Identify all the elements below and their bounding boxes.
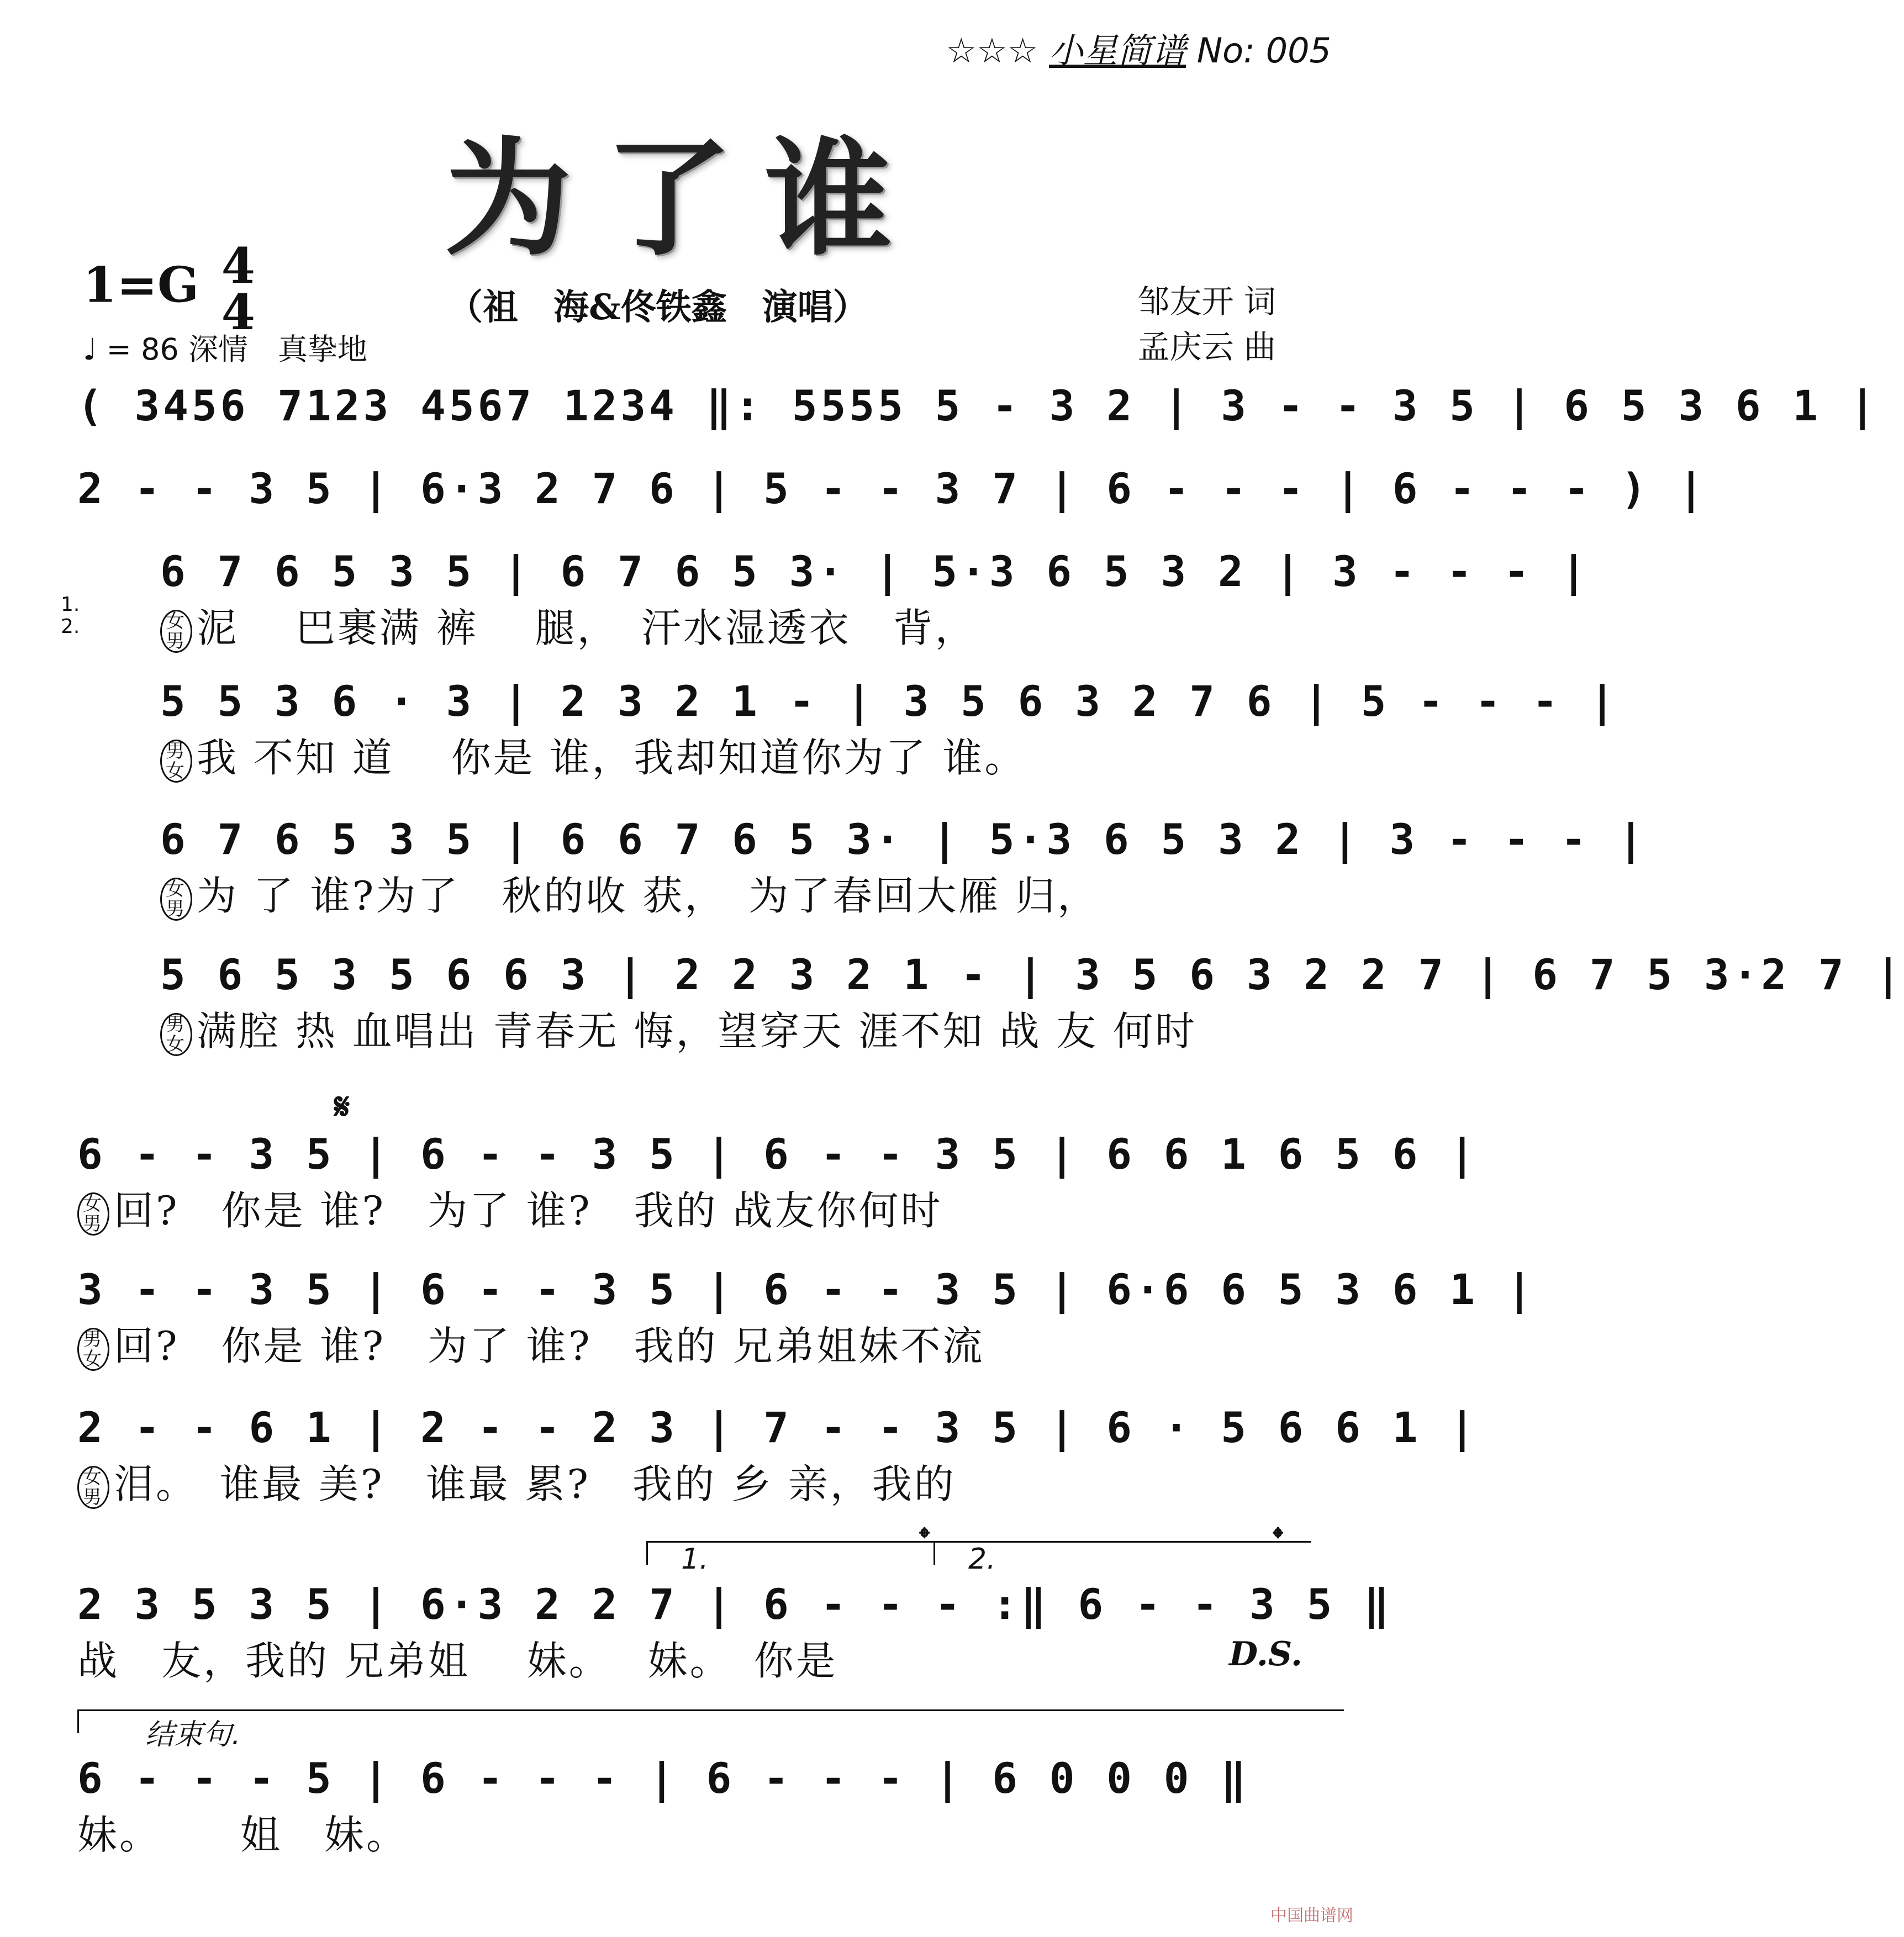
notation-line: 6 - - - 5 | 6 - - - | 6 - - - | 6 0 0 0 ‖	[77, 1754, 1249, 1803]
lyric-line	[77, 1629, 1304, 1686]
key-signature	[83, 237, 255, 341]
lyric-line	[77, 1179, 1304, 1236]
lyric-line	[77, 1452, 1304, 1510]
dal-segno: D.S.	[1229, 1635, 1302, 1674]
lyricist: 邹友开 词	[1137, 283, 1276, 320]
lyric-text: 为 了 谁?为了 秋的收 获， 为了春回大雁 归，	[197, 873, 1100, 919]
lyric-text: 回? 你是 谁? 为了 谁? 我的 战友你何时	[114, 1187, 943, 1234]
key-label: 1=G	[83, 256, 199, 314]
lyric-text: 泪。 谁最 美? 谁最 累? 我的 乡 亲，我的	[114, 1461, 956, 1507]
credits	[1138, 279, 1276, 370]
lyric-text: 我 不知 道 你是 谁，我却知道你为了 谁。	[197, 735, 1027, 781]
performers: （祖 海&佟铁鑫 演唱）	[447, 287, 868, 328]
series-label	[946, 23, 1331, 72]
score-row	[77, 464, 1707, 513]
lyric-line	[160, 864, 1386, 921]
score-row	[77, 815, 1647, 921]
notation-line: 6 7 6 5 3 5 | 6 7 6 5 3· | 5·3 6 5 3 2 | 3 - - - |	[160, 547, 1590, 596]
notation-line: 2 - - 3 5 | 6·3 2 7 6 | 5 - - 3 7 | 6 - - - | 6 - - - ) |	[77, 464, 1707, 513]
role-badge: 女 男	[160, 610, 192, 653]
notation-line: 3 - - 3 5 | 6 - - 3 5 | 6 - - 3 5 | 6·6 6 5 3 6 1 |	[77, 1265, 1536, 1314]
notation-line: 6 7 6 5 3 5 | 6 6 7 6 5 3· | 5·3 6 5 3 2 | 3 - - - |	[160, 815, 1647, 864]
lyric-line	[77, 1803, 1304, 1860]
segno-sign: 𝄋	[334, 1085, 350, 1128]
score-row	[77, 950, 1904, 1057]
tempo-marking	[83, 326, 367, 368]
role-badge: 男 女	[160, 1013, 192, 1056]
verse-marks: 1. 2.	[61, 593, 80, 638]
notation-line: 5 6 5 3 5 6 6 3 | 2 2 3 2 1 - | 3 5 6 3 2 2 7 | 6 7 5 3·2 7 |	[160, 950, 1904, 999]
quarter-note-icon: ♩	[83, 332, 97, 367]
role-badge: 女 男	[77, 1466, 109, 1509]
brand-name[interactable]: 小星简谱	[1049, 30, 1186, 71]
role-badge: 男 女	[160, 740, 192, 783]
score-row	[77, 1403, 1479, 1510]
lyric-line	[160, 726, 1386, 783]
volta-second: 2.	[933, 1541, 1311, 1565]
tempo-value: = 86	[106, 332, 179, 367]
score-row	[77, 1265, 1536, 1371]
lyric-text: 战 友，我的 兄弟姐 妹。 妹。 你是	[77, 1638, 838, 1684]
role-badge: 女 男	[160, 878, 192, 921]
ending-bracket: 结束句.	[77, 1709, 1344, 1733]
time-top: 4	[221, 237, 255, 294]
score-row	[77, 1754, 1304, 1860]
song-title: 为了谁	[444, 124, 925, 273]
score-row	[77, 1580, 1393, 1686]
star-rating: ☆☆☆	[946, 30, 1038, 71]
score-row	[77, 1130, 1479, 1236]
role-badge: 男 女	[77, 1328, 109, 1371]
time-bottom: 4	[221, 283, 255, 341]
lyric-line	[77, 1314, 1304, 1371]
expression-mark: 深情 真挚地	[188, 332, 367, 367]
lyric-text: 泥 巴裹满 裤 腿， 汗水湿透衣 背，	[197, 605, 977, 651]
volta-first: 1.	[646, 1541, 957, 1565]
score-row	[77, 677, 1618, 783]
score-number: No: 005	[1196, 30, 1331, 71]
watermark: 中国曲谱网	[1270, 1906, 1353, 1925]
coda-sign: 𝄌	[920, 1522, 930, 1554]
notation-line: 2 3 5 3 5 | 6·3 2 2 7 | 6 - - - :‖ 6 - - 3 5 ‖	[77, 1580, 1393, 1629]
notation-line: ( 3456 7123 4567 1234 ‖: 5555 5 - 3 2 | 3 - - 3 5 | 6 5 3 6 1 |	[77, 381, 1879, 430]
notation-line: 5 5 3 6 · 3 | 2 3 2 1 - | 3 5 6 3 2 7 6 | 5 - - - |	[160, 677, 1618, 726]
role-badge: 女 男	[77, 1192, 109, 1236]
time-signature	[221, 237, 255, 341]
score-row	[77, 381, 1879, 430]
lyric-line	[160, 596, 1386, 653]
lyric-text: 回? 你是 谁? 为了 谁? 我的 兄弟姐妹不流	[114, 1323, 985, 1369]
lyric-text: 满腔 热 血唱出 青春无 悔，望穿天 涯不知 战 友 何时	[197, 1008, 1198, 1054]
lyric-line	[160, 999, 1386, 1057]
composer: 孟庆云 曲	[1137, 328, 1276, 366]
lyric-text: 妹。 姐 妹。	[77, 1812, 408, 1858]
coda-sign: 𝄌	[1273, 1522, 1283, 1554]
notation-line: 6 - - 3 5 | 6 - - 3 5 | 6 - - 3 5 | 6 6 1 6 5 6 |	[77, 1130, 1479, 1179]
score-row	[77, 547, 1590, 653]
notation-line: 2 - - 6 1 | 2 - - 2 3 | 7 - - 3 5 | 6 · 5 6 6 1 |	[77, 1403, 1479, 1452]
